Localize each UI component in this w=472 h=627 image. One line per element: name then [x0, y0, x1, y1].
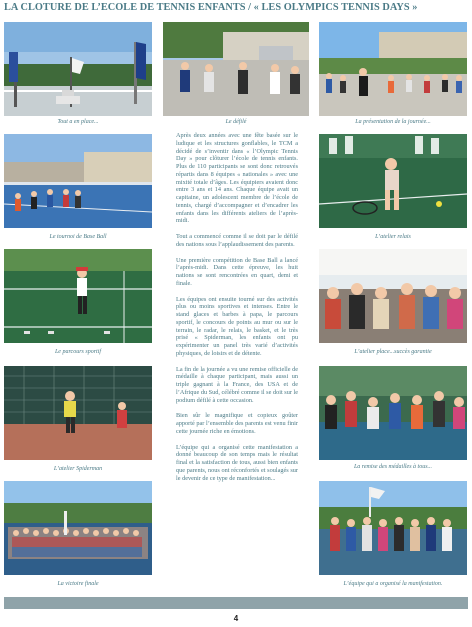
photo-presentation: [319, 22, 467, 116]
caption-victoire: La victoire finale: [57, 581, 99, 587]
photo-medailles: [319, 366, 467, 460]
caption-presentation: La présentation de la journée...: [355, 119, 431, 125]
caption-defile: Le défilé: [225, 119, 247, 125]
caption-glace: L’atelier place...succès garantie: [354, 349, 432, 355]
article-paragraph: La fin de la journée a vu une remise officielle de médaille à chaque participant, mais aussi un triple gagnant à la France, des USA et de l’Afrique du Sud, célébré comme il se doit sur le podium défilé à cette occasion.: [176, 365, 298, 404]
photo-relais: [319, 134, 467, 228]
article-paragraph: Après deux années avec une fête basée sur le ludique et les structures gonflables, le TCM a décidé de s’inventir dans « l’Olympic Tennis Day » pour clôturer l’école de tennis enfants. Plus de 110 participants se sont donc retrouvés répartis dans 8 équipes « nationales » avec une mixité totale d’âges. Les équipiers avaient donc entre 3 ans et 14 ans. Chaque équipe avait un capitaine, un adolescent membre de l’école de tennis, chargé d’accompagner et d’encadrer les enfants dans les différents ateliers de l’après-midi.: [176, 132, 298, 225]
article-paragraph: Tout a commencé comme il se doit par le défilé des nations sous l’applaudissement des parents.: [176, 233, 298, 248]
photo-spiderman: [4, 366, 152, 460]
article-paragraph: Les équipes ont ensuite tourné sur des activités plus ou moins sportives et intenses. Entre le stand glaces et barbes à papa, le parcours sportif, le concours de points au mur ou sur le terrain, le radar, le relais, le basket, et le très prisé « Spiderman, les enfants ont pu expérimenter un panel très varié d’activités physiques, de loisirs et de détente.: [176, 295, 298, 357]
article-paragraph: Une première compétition de Base Ball a lancé l’après-midi. Dans cette épreuve, les huit nations se sont rencontrées en quart, demi et finale.: [176, 256, 298, 287]
caption-baseball: Le tournoi de Base Ball: [49, 234, 107, 240]
photo-baseball: [4, 134, 152, 228]
article-body: [176, 132, 298, 490]
caption-equipe: L’équipe qui a organisé la manifestation.: [343, 581, 443, 587]
photo-glace: [319, 249, 467, 343]
page-title: LA CLOTURE DE L’ECOLE DE TENNIS ENFANTS / « LES OLYMPICS TENNIS DAYS »: [4, 2, 418, 13]
photo-parcours: [4, 249, 152, 343]
photo-defile: [163, 22, 309, 116]
page-number: 4: [233, 614, 239, 623]
caption-medailles: La remise des médailles à tous...: [353, 464, 433, 470]
photo-setup: [4, 22, 152, 116]
footer-band: [4, 597, 468, 609]
photo-victoire: [4, 481, 152, 575]
photo-equipe: [319, 481, 467, 575]
caption-parcours: Le parcours sportif: [54, 349, 102, 355]
article-paragraph: Bien sûr le magnifique et copieux goûter apporté par l’ensemble des parents est venu finir cette journée riche en émotions.: [176, 412, 298, 435]
article-paragraph: L’équipe qui a organisé cette manifestation a donné beaucoup de son temps mais le résultat final et la satisfaction de tous, aussi bien enfants que parents, nous ont réconfortés et soulagés sur le devenir de ce type de manifestation...: [176, 443, 298, 482]
caption-setup: Tout a en place...: [57, 119, 99, 125]
caption-spiderman: L’atelier Spiderman: [53, 466, 103, 472]
caption-relais: L’atelier relais: [375, 234, 411, 240]
